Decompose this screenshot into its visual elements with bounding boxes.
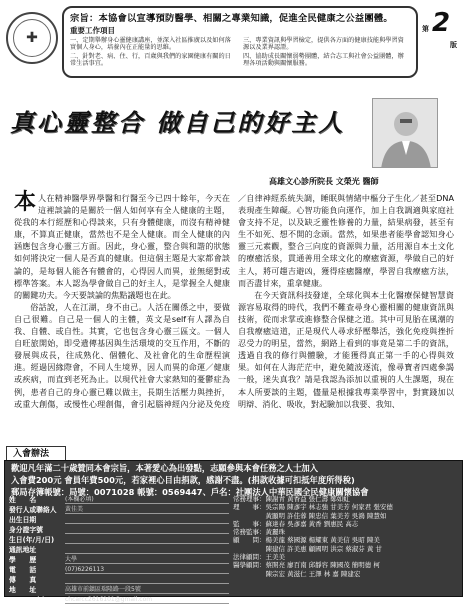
board-row: 陳建信 許美惠 顧國明 洪宗 蔡淑芬 黃 甘 <box>233 544 382 553</box>
membership-section-label: 入會辦法 <box>6 446 66 461</box>
form-row <box>9 555 229 565</box>
article-paragraph: 在今天資訊科技發達，全球化與本土化醫療保健智慧資源容易取得的時代，我們不難查尋身心靈相關的健康資訊與技術，從而求掌或進修整合保健之道。其中可見胎在風潮的自我療癒這道，正是現代人尋求紓壓舉活，強化免疫與挫折忍受力的明星，當然，網路上看到的事竟是第二手的資訊，透過自我的修行與體驗，才能獲得真正第一手的心得與效果。如何在人海茫茫中，避免隨波逐流，像尋寶者四處參謁一般，迷失真我？請是我認為添加以重視的人生課題，現在本人所要談的主題，儘量是根據我專業學習中，對實踐加以明辯、消化、吸收，對起驗加以我要、我知、 <box>238 289 454 409</box>
header <box>4 4 463 96</box>
form-field[interactable] <box>65 526 229 534</box>
board-row: 理 事：吳宗陽 陳彥宇 林志強 甘美芳 何家君 張安德 <box>233 503 393 512</box>
form-row <box>9 595 229 605</box>
issue-label: 第 <box>422 25 429 33</box>
association-logo <box>6 12 58 64</box>
article-paragraph: 俗話說，人在江湖，身不由己。人活在關係之中，要做自己很難。自己是一個人的主體，英文是self有人譯為自我、自體、或自性。其實，它也包含身心靈三區文。一個人自旺旅開始，即受遺傳基因與生活環境的交互作用，不斷的發展與成長，往成熟化、個體化、及社會化的生命歷程演進。經過因緣際會，不同人生境界，因人而異的命運／健康或疾病，而直到老死為止。以現代社會大家熱知的憂鬱症為例，患者自己的身心靈已難以做主，長期生活壓力與挫折，或重大創傷，或慢性心理創傷，會引起腦神經內分泌及免疫／自律神經系統失調，睡眠與情緒中樞分子生化／甚至DNA表現產生障礙。心智功能負向運作，加上自我調適與家庭社會支持不足，以及缺乏靈性修養的力量，結果病發，甚至有生不如死、想不開的念頭。當然，如果患者能學會認知身心靈三元素觀，整合三向度的資源與力量，活用源自本土文化的療癒活泉，貫通善用全球文化的療癒資源，學做自己的好主人，將可趨吉避凶，獲得痊癒醫療，學習自我療癒方法，而否盡甘來，重拿健康。 <box>14 193 454 409</box>
article-paragraph <box>14 192 230 301</box>
form-label: E - M a i l <box>9 596 45 604</box>
article-title: 真心靈整合 做自己的好主人 <box>10 108 346 137</box>
form-label: 通訊地址 <box>9 546 37 554</box>
task-item: 二、針對老、病、住、行，百歲與我們的家園健康有關的日常生活事宜。 <box>70 52 231 68</box>
paragraph-text: 人在精神醫學界學醫和行醫至今已四十餘年，今天在這裡談論的是關於一個人如何享有全人健康的主題，從我的本行經歷和心得談來，只有身體健康，而沒有精神健康，不算真正健康，當然也不是全人健康。而全人健康的內涵應包含身心靈三方面。因此，身心靈，整合與和諧的狀態如何將決定一個人是否真的健康。但這個主題是大家都會談論的，是每個人能各有體會的，心得因人而異，並無絕對或標準答案。本人認為學會做自己的好主人，是掌握全人健康的關鍵功夫。今天要談論的焦點議題也在此。 <box>14 193 230 300</box>
form-field[interactable]: (07)6226113 <box>65 566 229 574</box>
form-field[interactable] <box>65 546 229 554</box>
issue-suffix: 版 <box>450 41 457 49</box>
board-row: 常務理事：陳謝青 黃香益 張仁壽 鄭如虹 <box>233 495 350 503</box>
board-row: 黃顯明 許佳蓉 陳忠信 葉美芳 吳鴻 陳慧如 <box>233 511 387 520</box>
form-label: 學 歷 <box>9 556 37 564</box>
task-item: 一、定期舉辦身心靈健康講座，並深入社區推廣以及如何落實個人身心，培養內在正能量的思維。 <box>70 37 231 52</box>
form-row <box>9 535 229 545</box>
mission-title: 宗旨：本協會以宣導預防醫學、相關之專業知識，促進全民健康之公益團體。 <box>70 13 393 24</box>
form-row <box>9 505 229 515</box>
board-row: 法律顧問：王美美 <box>233 553 285 562</box>
form-row <box>9 585 229 595</box>
membership-account: 郵局存簿帳號：局號：0071028 帳號：0569447、戶名：社團法人中華民國全民健康關懷協會 <box>11 487 369 497</box>
article-byline: 高雄文心診所院長 文榮光 醫師 <box>269 177 379 186</box>
logo-emblem-icon: ✚ <box>13 19 51 57</box>
board-row: 顧 問：楊美龍 蔡國源 楊耀東 黃美信 吳昭 陳美 <box>233 536 380 545</box>
form-label: 出生日期 <box>9 516 37 524</box>
form-field[interactable]: (本欄必填) <box>65 496 229 504</box>
task-item: 三、專業資訊與學習檢定，提供各方面的健康技能與學習資源以及業界認證。 <box>243 37 404 52</box>
issue-marker <box>422 8 462 58</box>
board-row: 醫學顧問：蔡開亮 廖百南 邱靜容 陳國茂 簡明德 柯 <box>233 561 380 570</box>
form-field[interactable] <box>65 516 229 524</box>
form-field[interactable]: 大學 <box>65 556 229 564</box>
form-row <box>9 515 229 525</box>
board-members <box>233 495 461 578</box>
membership-fee: 入會費200元 會員年費500元，若家裡心目由捐款，感謝不盡。(捐款收據可扣抵年度所得稅) <box>11 475 355 485</box>
form-row <box>9 495 229 505</box>
form-label: 姓 名 <box>9 496 37 504</box>
membership-welcome: 歡迎凡年滿二十歲贊同本會宗旨，本著愛心為出發點，志願參與本會任務之人士加入 <box>11 463 318 473</box>
form-label: 電 話 <box>9 566 37 574</box>
form-label: 身分證字號 <box>9 526 43 534</box>
form-row <box>9 575 229 585</box>
form-row <box>9 565 229 575</box>
form-field[interactable]: 黃佳美 <box>65 506 229 514</box>
form-label: 發行人或聯絡人 <box>9 506 57 514</box>
form-field[interactable] <box>65 536 229 544</box>
board-row: 常務監事：黃麗珠 <box>233 528 285 537</box>
mission-box <box>62 6 418 78</box>
board-row: 監 事：蘇達春 吳彥嘉 黃香 劉惠民 高志 <box>233 519 359 528</box>
author-photo <box>372 98 438 168</box>
form-field[interactable] <box>65 576 229 584</box>
tasks-heading: 重要工作項目 <box>70 26 115 35</box>
task-list <box>70 37 410 68</box>
membership-box <box>4 460 463 604</box>
board-row: 陳宗宏 黃滋仁 王澤 林 嘉 陳建宏 <box>233 569 361 578</box>
form-label: 傳 真 <box>9 576 37 584</box>
form-row <box>9 545 229 555</box>
form-row <box>9 525 229 535</box>
portrait-icon <box>373 99 438 168</box>
form-field[interactable]: chcarcc2616101@gmail.com <box>65 596 229 604</box>
membership-form <box>9 495 229 605</box>
form-label: 地 址 <box>9 586 37 594</box>
issue-number: 2 <box>432 8 451 38</box>
task-item: 四、協助成長關懷弱勢團體，結合志工與社會公益團體，辦理各項活動與關懷服務。 <box>243 52 404 68</box>
form-label: 生日(年/月/日) <box>9 536 55 544</box>
form-field[interactable]: 高雄市前鎮區瑞隆路一段5號 <box>65 586 229 594</box>
article-body <box>14 192 454 444</box>
drop-cap: 本 <box>14 190 37 215</box>
